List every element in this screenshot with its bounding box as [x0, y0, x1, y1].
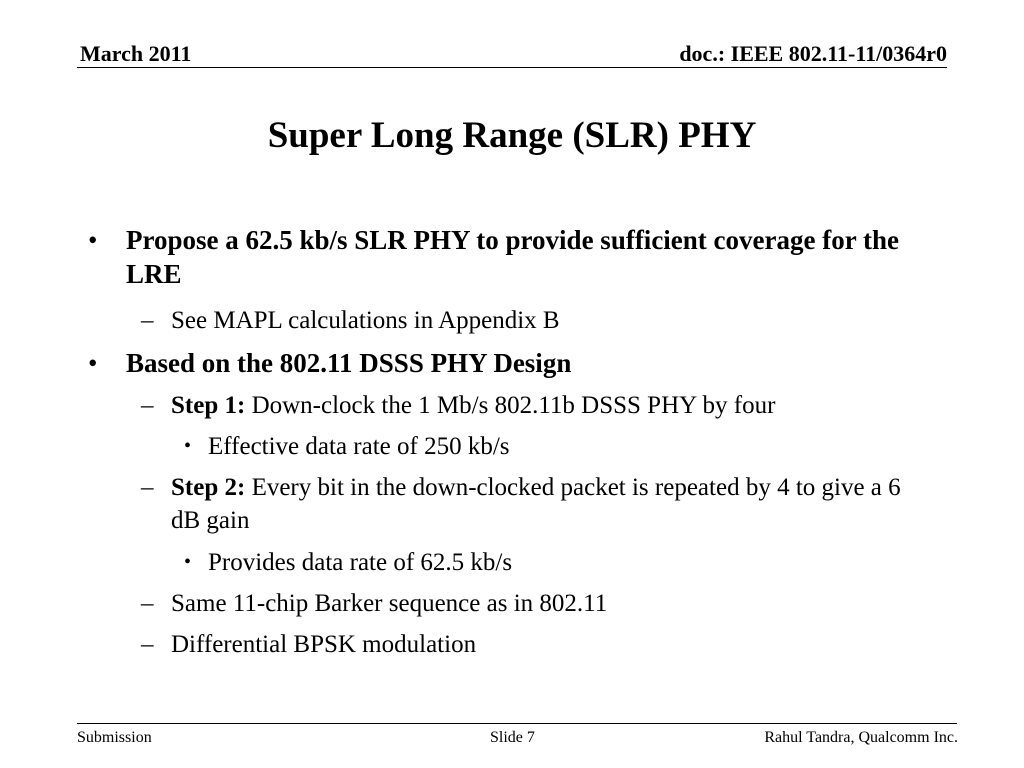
subbullet-text: Differential BPSK modulation: [171, 631, 477, 658]
dash-marker: –: [141, 631, 154, 658]
bullet-text: Propose a 62.5 kb/s SLR PHY to provide sufficient coverage for the LRE: [126, 225, 899, 289]
bullet-marker: •: [184, 551, 192, 573]
step1-label: Step 1:: [171, 392, 246, 419]
subbullet-dbpsk: [141, 628, 931, 661]
step1-text: Down-clock the 1 Mb/s 802.11b DSSS PHY by four: [245, 392, 776, 419]
slide-title: Super Long Range (SLR) PHY: [267, 115, 757, 156]
dash-marker: –: [141, 307, 154, 334]
subsubbullet-provides-rate: [184, 546, 908, 579]
subsubbullet-text: Provides data rate of 62.5 kb/s: [208, 549, 513, 576]
bullet-propose: [88, 223, 946, 291]
step2-label: Step 2:: [171, 474, 246, 501]
footer-slide-number: Slide 7: [490, 729, 535, 746]
step2-text: Every bit in the down-clocked packet is repeated by 4 to give a 6 dB gain: [171, 474, 901, 534]
subbullet-step2: [141, 471, 931, 537]
subsubbullet-effective-rate: [184, 430, 908, 463]
header-doc-id: doc.: IEEE 802.11-11/0364r0: [679, 41, 947, 66]
footer-submission: Submission: [77, 729, 152, 746]
bullet-dsss-design: [88, 346, 946, 380]
dash-marker: –: [141, 590, 154, 617]
subbullet-barker: [141, 587, 931, 620]
footer-divider: [77, 723, 957, 724]
header-date: March 2011: [80, 41, 192, 66]
subbullet-step1: [141, 389, 931, 422]
bullet-marker: •: [88, 225, 98, 255]
subbullet-text: See MAPL calculations in Appendix B: [171, 307, 560, 334]
dash-marker: –: [141, 474, 154, 501]
footer-author: Rahul Tandra, Qualcomm Inc.: [764, 729, 958, 746]
bullet-marker: •: [88, 348, 98, 378]
subsubbullet-text: Effective data rate of 250 kb/s: [208, 433, 510, 460]
subbullet-text: Same 11-chip Barker sequence as in 802.11: [171, 590, 608, 617]
subbullet-mapl: [141, 304, 931, 337]
bullet-text: Based on the 802.11 DSSS PHY Design: [126, 348, 572, 378]
bullet-marker: •: [184, 435, 192, 457]
dash-marker: –: [141, 392, 154, 419]
